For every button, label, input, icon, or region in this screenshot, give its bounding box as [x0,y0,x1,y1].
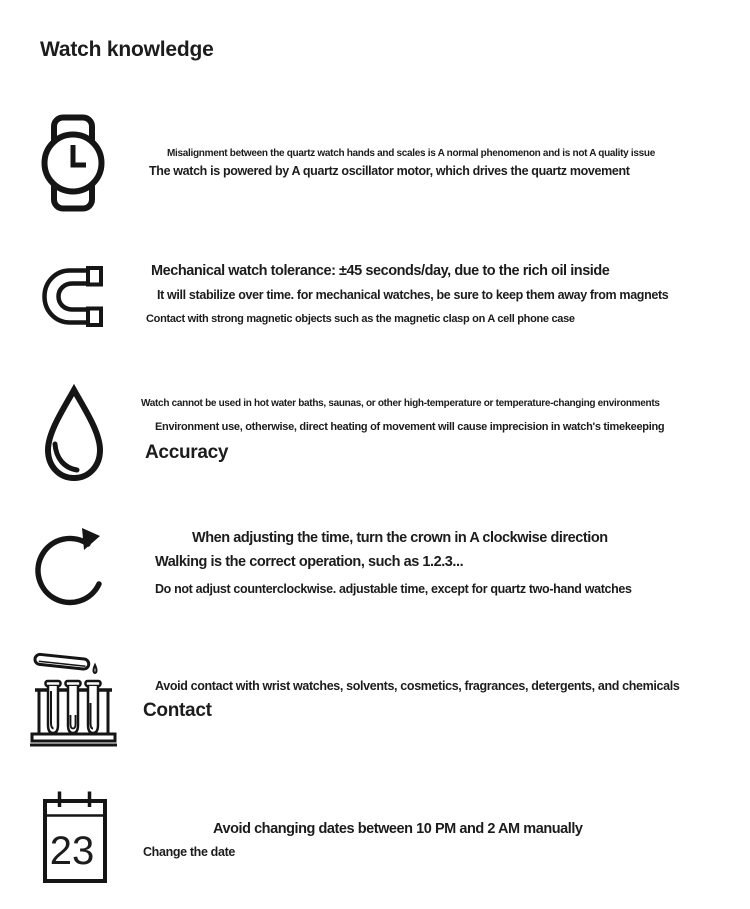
water-drop-icon [38,384,110,484]
page-title: Watch knowledge [40,38,214,61]
temperature-sub-line: Environment use, otherwise, direct heating of movement will cause imprecision in watch's timekeeping [155,421,665,433]
temperature-note-line: Watch cannot be used in hot water baths, saunas, or other high-temperature or temperature-changing environments [141,398,660,409]
date-main-line: Avoid changing dates between 10 PM and 2 AM manually [213,821,583,837]
magnet-sub-line: It will stabilize over time. for mechanical watches, be sure to keep them away from magnets [157,288,669,302]
test-tubes-icon [28,645,118,748]
magnet-icon [42,266,106,328]
crown-main-line: When adjusting the time, turn the crown in A clockwise direction [192,530,608,546]
accuracy-heading: Accuracy [145,442,229,463]
calendar-day-text: 23 [49,829,95,873]
crown-note-line: Do not adjust counterclockwise. adjustable time, except for quartz two-hand watches [155,582,632,596]
contact-heading: Contact [143,700,212,721]
calendar-icon [42,788,108,885]
chemicals-note-line: Avoid contact with wrist watches, solvents, cosmetics, fragrances, detergents, and chemicals [155,679,680,693]
magnet-note-line: Contact with strong magnetic objects such as the magnetic clasp on A cell phone case [146,313,575,325]
crown-sub-line: Walking is the correct operation, such as 1.2.3... [155,554,464,570]
date-sub-line: Change the date [143,845,235,859]
wristwatch-icon [40,114,106,212]
quartz-main-line: The watch is powered by A quartz oscillator motor, which drives the quartz movement [149,164,630,178]
quartz-note-line: Misalignment between the quartz watch hands and scales is A normal phenomenon and is not A quality issue [167,148,655,159]
magnet-main-line: Mechanical watch tolerance: ±45 seconds/day, due to the rich oil inside [151,263,610,279]
clockwise-arrow-icon [32,524,114,608]
